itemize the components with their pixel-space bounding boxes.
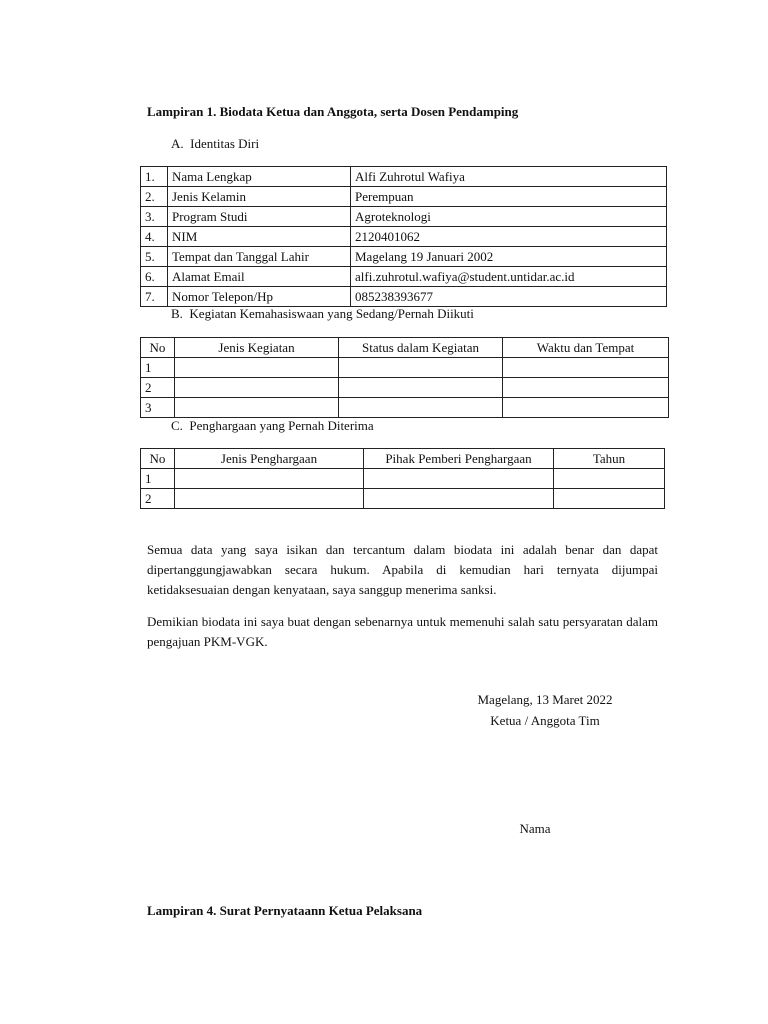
identity-table	[140, 166, 667, 307]
table-row	[141, 469, 665, 489]
field-label: Tempat dan Tanggal Lahir	[168, 247, 351, 267]
cell-no: 3	[141, 398, 175, 418]
cell-no: 2	[141, 489, 175, 509]
field-value: 2120401062	[351, 227, 667, 247]
column-header-no: No	[141, 338, 175, 358]
heading-lampiran-4: Lampiran 4. Surat Pernyataann Ketua Pelaksana	[147, 903, 423, 918]
section-c-marker: C.	[171, 418, 183, 433]
field-label: NIM	[168, 227, 351, 247]
table-row	[141, 378, 669, 398]
section-b-heading	[171, 306, 474, 322]
cell-jenis-kegiatan	[175, 378, 339, 398]
section-b-title: Kegiatan Kemahasiswaan yang Sedang/Pernah Diikuti	[189, 306, 474, 321]
table-row	[141, 187, 667, 207]
cell-pemberi	[364, 489, 554, 509]
field-label: Nama Lengkap	[168, 167, 351, 187]
section-a-marker: A.	[171, 136, 184, 151]
column-header-jenis-penghargaan: Jenis Penghargaan	[175, 449, 364, 469]
heading-lampiran-1: Lampiran 1. Biodata Ketua dan Anggota, serta Dosen Pendamping	[147, 104, 519, 119]
column-header-tahun: Tahun	[554, 449, 665, 469]
field-value: 085238393677	[351, 287, 667, 307]
cell-jenis-kegiatan	[175, 358, 339, 378]
section-c-heading	[171, 418, 374, 434]
cell-tahun	[554, 469, 665, 489]
signature-place-date: Magelang, 13 Maret 2022	[477, 692, 613, 707]
table-row	[141, 358, 669, 378]
cell-no: 1	[141, 469, 175, 489]
field-label: Program Studi	[168, 207, 351, 227]
cell-no: 2	[141, 378, 175, 398]
cell-waktu-tempat	[503, 378, 669, 398]
field-label: Alamat Email	[168, 267, 351, 287]
table-row	[141, 398, 669, 418]
statement-paragraph-1: Semua data yang saya isikan dan tercantum dalam biodata ini adalah benar dan dapat dipertanggungjawabkan secara hukum. Apabila di kemudian hari ternyata dijumpai ketidaksesuaian dengan kenyataan, saya sanggup menerima sanksi.	[147, 542, 658, 597]
cell-jenis-kegiatan	[175, 398, 339, 418]
section-a-title: Identitas Diri	[190, 136, 260, 151]
row-number: 3.	[141, 207, 168, 227]
table-row	[141, 267, 667, 287]
cell-pemberi	[364, 469, 554, 489]
table-row	[141, 489, 665, 509]
table-row	[141, 227, 667, 247]
cell-tahun	[554, 489, 665, 509]
table-row	[141, 287, 667, 307]
field-value: Alfi Zuhrotul Wafiya	[351, 167, 667, 187]
cell-status	[339, 398, 503, 418]
cell-no: 1	[141, 358, 175, 378]
column-header-waktu-tempat: Waktu dan Tempat	[503, 338, 669, 358]
activities-table	[140, 337, 669, 418]
column-header-pemberi: Pihak Pemberi Penghargaan	[364, 449, 554, 469]
table-row	[141, 207, 667, 227]
field-value: alfi.zuhrotul.wafiya@student.untidar.ac.id	[351, 267, 667, 287]
field-value: Agroteknologi	[351, 207, 667, 227]
section-b-marker: B.	[171, 306, 183, 321]
field-label: Jenis Kelamin	[168, 187, 351, 207]
cell-status	[339, 358, 503, 378]
section-a-heading	[171, 136, 259, 152]
row-number: 6.	[141, 267, 168, 287]
signature-role: Ketua / Anggota Tim	[490, 713, 600, 728]
field-value: Perempuan	[351, 187, 667, 207]
section-c-title: Penghargaan yang Pernah Diterima	[189, 418, 374, 433]
cell-jenis-penghargaan	[175, 489, 364, 509]
cell-waktu-tempat	[503, 398, 669, 418]
row-number: 7.	[141, 287, 168, 307]
cell-status	[339, 378, 503, 398]
field-label: Nomor Telepon/Hp	[168, 287, 351, 307]
cell-jenis-penghargaan	[175, 469, 364, 489]
row-number: 1.	[141, 167, 168, 187]
table-row	[141, 167, 667, 187]
awards-table	[140, 448, 665, 509]
table-row	[141, 247, 667, 267]
row-number: 2.	[141, 187, 168, 207]
column-header-jenis-kegiatan: Jenis Kegiatan	[175, 338, 339, 358]
statement-paragraph-2: Demikian biodata ini saya buat dengan sebenarnya untuk memenuhi salah satu persyaratan dalam pengajuan PKM-VGK.	[147, 614, 658, 649]
row-number: 4.	[141, 227, 168, 247]
signature-name: Nama	[519, 821, 551, 836]
field-value: Magelang 19 Januari 2002	[351, 247, 667, 267]
column-header-no: No	[141, 449, 175, 469]
column-header-status: Status dalam Kegiatan	[339, 338, 503, 358]
row-number: 5.	[141, 247, 168, 267]
cell-waktu-tempat	[503, 358, 669, 378]
